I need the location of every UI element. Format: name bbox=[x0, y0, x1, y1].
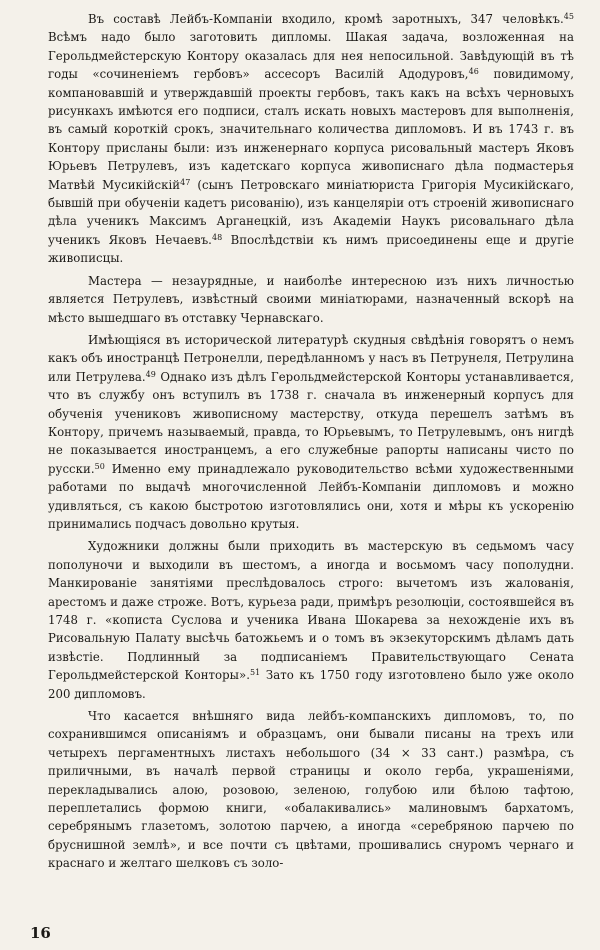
text-run: Мастера — незаурядные, и наиболѣе интересною изъ нихъ личностью является Петрулевъ, извѣстный своими миніатюрами, назначенный вскорѣ на мѣсто вышедшаго въ отставку Чернавскаго. bbox=[48, 273, 574, 325]
footnote-marker: 47 bbox=[180, 177, 191, 187]
text-run: Художники должны были приходить въ мастерскую въ седьмомъ часу пополуночи и выходили въ шестомъ, а иногда и восьмомъ часу пополудни. Манкированіе занятіями преслѣдовалось строго: вычетомъ изъ жалованія, арестомъ и даже строже. Вотъ, курьеза ради, примѣръ резолюціи, состоявшейся въ 1748 г. «кописта Суслова и ученика Ивана Шокарева за нехожденіе ихъ въ Рисовальную Палату высѣчь батожьемъ и о томъ въ экзекуторскимъ дѣламъ дать извѣстіе. Подлинный за подписаніемъ Правительствующаго Сената Герольдмейстерской Конторы». bbox=[48, 539, 574, 683]
paragraph bbox=[48, 707, 574, 873]
footnote-marker: 51 bbox=[250, 668, 261, 678]
text-run: (сынъ Петровскаго миніатюриста Григорія Мусикійскаго, бывшій при обученіи кадетъ рисованію), изъ канцеляріи отъ строеній живописнаго дѣла ученикъ Максимъ Арганецкій, изъ Академіи Наукъ рисовальнаго дѣла ученикъ Яковъ Нечаевъ. bbox=[48, 177, 574, 247]
text-run: Всѣмъ надо было заготовить дипломы. Шакая задача, возложенная на Герольдмейстерскую Контору оказалась для нея непосильной. Завѣдующій въ тѣ годы «сочиненіемъ гербовъ» ассесоръ Василій Адодуровъ, bbox=[48, 30, 574, 82]
text-run: Что касается внѣшняго вида лейбъ-компанскихъ дипломовъ, то, по сохранившимся описаніямъ и образцамъ, они бывали писаны на трехъ или четырехъ пергаментныхъ листахъ небольшого (34 × 33 сант.) размѣра, съ приличными, въ началѣ первой страницы и около герба, украшеніями, перекладывались алою, розовою, зеленою, голубою или бѣлою тафтою, переплетались формою книги, «обалакивались» малиновымъ бархатомъ, серебрянымъ глазетомъ, золотою парчею, а иногда «серебряною парчею по бруснишной землѣ», и все почти съ цвѣтами, прошивались снуромъ чернаго и краснаго и желтаго шелковъ съ золо- bbox=[48, 709, 574, 871]
footnote-marker: 46 bbox=[468, 67, 479, 77]
footnote-marker: 49 bbox=[145, 369, 156, 379]
text-run: Въ составѣ Лейбъ-Компаніи входило, кромѣ заротныхъ, 347 человѣкъ. bbox=[88, 12, 564, 26]
footnote-marker: 45 bbox=[563, 12, 574, 21]
footnote-marker: 50 bbox=[94, 461, 105, 471]
text-run: Однако изъ дѣлъ Герольдмейстерской Конторы устанавливается, что въ службу онъ вступилъ въ 1738 г. сначала въ инженерный корпусъ для обученія учениковъ живописному мастерству, откуда перешелъ затѣмъ въ Контору, причемъ называемый, правда, то Юрьевымъ, то Петрулевымъ, онъ нигдѣ не показывается иностранцемъ, а его служебные рапорты написаны чисто по русски. bbox=[48, 369, 574, 476]
paragraph bbox=[48, 272, 574, 327]
text-run: повидимому, компановавшій и утверждавшій проекты гербовъ, такъ какъ на всѣхъ черновыхъ рисункахъ имѣются его подписи, сталъ искать новыхъ мастеровъ для выполненія, въ самый короткій срокъ, значительнаго количества дипломовъ. И въ 1743 г. въ Контору присланы были: изъ инженернаго корпуса рисовальный мастеръ Яковъ Юрьевъ Петрулевъ, изъ кадетскаго корпуса живописнаго дѣла подмастерья Матвѣй Мусикійскій bbox=[48, 67, 574, 192]
text-run: Имѣющіяся въ исторической литературѣ скудныя свѣдѣнія говорятъ о немъ какъ объ иностранцѣ Петронелли, передѣланномъ у насъ въ Петрунеля, Петрулина или Петрулева. bbox=[48, 332, 574, 384]
page-text-body bbox=[48, 10, 574, 873]
page-number: 16 bbox=[30, 924, 51, 942]
text-run: Впослѣдствіи къ нимъ присоединены еще и другіе живописцы. bbox=[48, 232, 574, 266]
text-run: Зато къ 1750 году изготовлено было уже около 200 дипломовъ. bbox=[48, 668, 574, 701]
paragraph bbox=[48, 537, 574, 703]
text-run: Именно ему принадлежало руководительство всѣми художественными работами по выдачѣ многочисленной Лейбъ-Компаніи дипломовъ и можно удивляться, съ какою быстротою изготовлялись они, хотя и мѣры къ ускоренію принимались подчасъ довольно крутыя. bbox=[48, 461, 574, 531]
footnote-marker: 48 bbox=[211, 232, 223, 242]
paragraph bbox=[48, 331, 574, 533]
paragraph bbox=[48, 10, 574, 268]
